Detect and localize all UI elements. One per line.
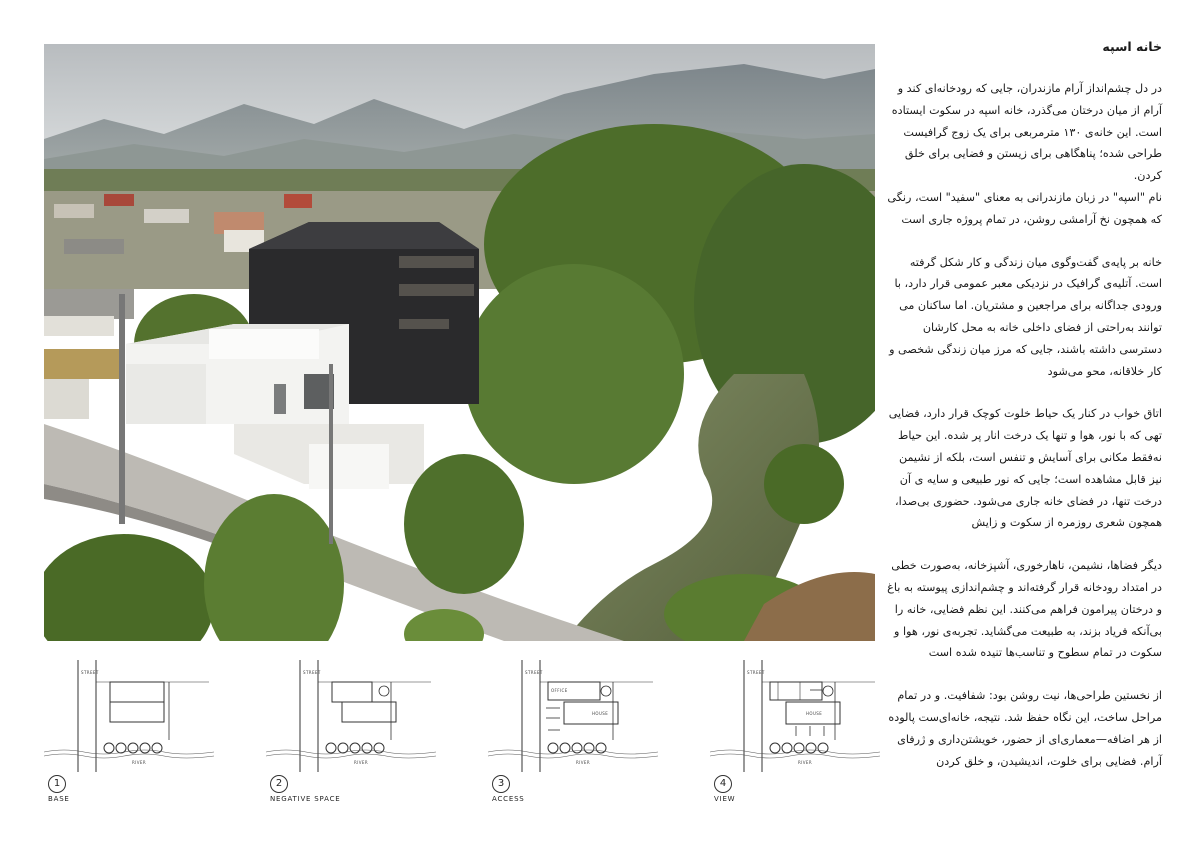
diagram-number: 4 — [714, 775, 732, 793]
river-label: RIVER — [132, 760, 147, 765]
house-label: HOUSE — [592, 711, 609, 716]
description-column — [885, 36, 1162, 793]
office-label: OFFICE — [551, 688, 568, 693]
paragraph-transparency: از نخستین طراحی‌ها، نیت روشن بود: شفافیت. و در تمام مراحل ساخت، این نگاه حفظ شد. نتیجه، خانه‌ای‌ست پالوده از هر اضافه—معماری‌ای از حضور، خویشتن‌داری و ژرفای آرام. فضایی برای خلوت، اندیشیدن، و خلق کردن — [888, 689, 1162, 768]
diagram-negative-space — [266, 660, 436, 810]
street-label: STREET — [525, 670, 543, 675]
diagram-negative-space-drawing — [266, 660, 436, 772]
diagram-base — [44, 660, 214, 810]
diagram-number: 2 — [270, 775, 288, 793]
river-label: RIVER — [576, 760, 591, 765]
street-label: STREET — [303, 670, 321, 675]
house-label: HOUSE — [806, 711, 823, 716]
paragraph-live-work: خانه بر پایه‌ی گفت‌وگوی میان زندگی و کار شکل گرفته است. آتلیه‌ی گرافیک در نزدیکی معبر عمومی قرار دارد، با ورودی جداگانه برای مراجعین و مشتریان. اما ساکنان می توانند به‌راحتی از فضای داخلی خانه به محل کارشان دسترسی داشته باشند، جایی که مرز میان زندگی شخصی و کار خلاقانه، محو می‌شود — [889, 255, 1162, 378]
diagram-view-drawing — [710, 660, 880, 772]
paragraph-living-spaces: دیگر فضاها، نشیمن، ناهارخوری، آشپزخانه، به‌صورت خطی در امتداد رودخانه قرار گرفته‌اند و چشم‌اندازی پیوسته به باغ و درختان پیرامون فراهم می‌کنند. این نظم فضایی، خانه را بی‌آنکه فریاد بزند، به طبیعت می‌گشاید. تجربه‌ی نور، هوا و سکوت در تمام سطوح و تناسب‌ها تنیده شده است — [887, 559, 1162, 660]
project-title: خانه اسپه — [1102, 39, 1162, 54]
diagram-base-drawing — [44, 660, 214, 772]
diagram-caption: VIEW — [714, 795, 736, 803]
aerial-photo-illustration — [44, 44, 875, 641]
diagram-caption: NEGATIVE SPACE — [270, 795, 341, 803]
river-label: RIVER — [354, 760, 369, 765]
diagram-number: 1 — [48, 775, 66, 793]
diagram-access — [488, 660, 658, 810]
street-label: STREET — [81, 670, 99, 675]
concept-diagrams — [44, 660, 875, 810]
diagram-caption: ACCESS — [492, 795, 525, 803]
street-label: STREET — [747, 670, 765, 675]
paragraph-bedroom-courtyard: اتاق خواب در کنار یک حیاط خلوت کوچک قرار دارد، فضایی تهی که با نور، هوا و تنها یک درخت انار پر شده. این حیاط نه‌فقط مکانی برای آسایش و تنفس است، بلکه از نشیمن نیز قابل مشاهده است؛ جایی که نور طبیعی و سایه ی آن درخت تنها، در فضای خانه جاری می‌شود. حضوری بی‌صدا، همچون شعری روزمره از سکوت و زایش — [888, 407, 1162, 530]
diagram-access-drawing — [488, 660, 658, 772]
paragraph-intro: در دل چشم‌انداز آرام مازندران، جایی که رودخانه‌ای کند و آرام از میان درختان می‌گذرد، خانه اسپه در سکوت ایستاده است. این خانه‌ی ۱۳۰ مترمربعی برای یک زوج گرافیست طراحی شده؛ پناهگاهی برای زیستن و فضایی برای خلق کردن. نام "اسپه" در زبان مازندرانی به معنای "سفید" است، رنگی که همچون نخ آرامشی روشن، در تمام پروژه جاری است — [887, 82, 1162, 226]
aerial-photo — [44, 44, 875, 641]
diagram-number: 3 — [492, 775, 510, 793]
diagram-caption: BASE — [48, 795, 70, 803]
diagram-view — [710, 660, 880, 810]
river-label: RIVER — [798, 760, 813, 765]
